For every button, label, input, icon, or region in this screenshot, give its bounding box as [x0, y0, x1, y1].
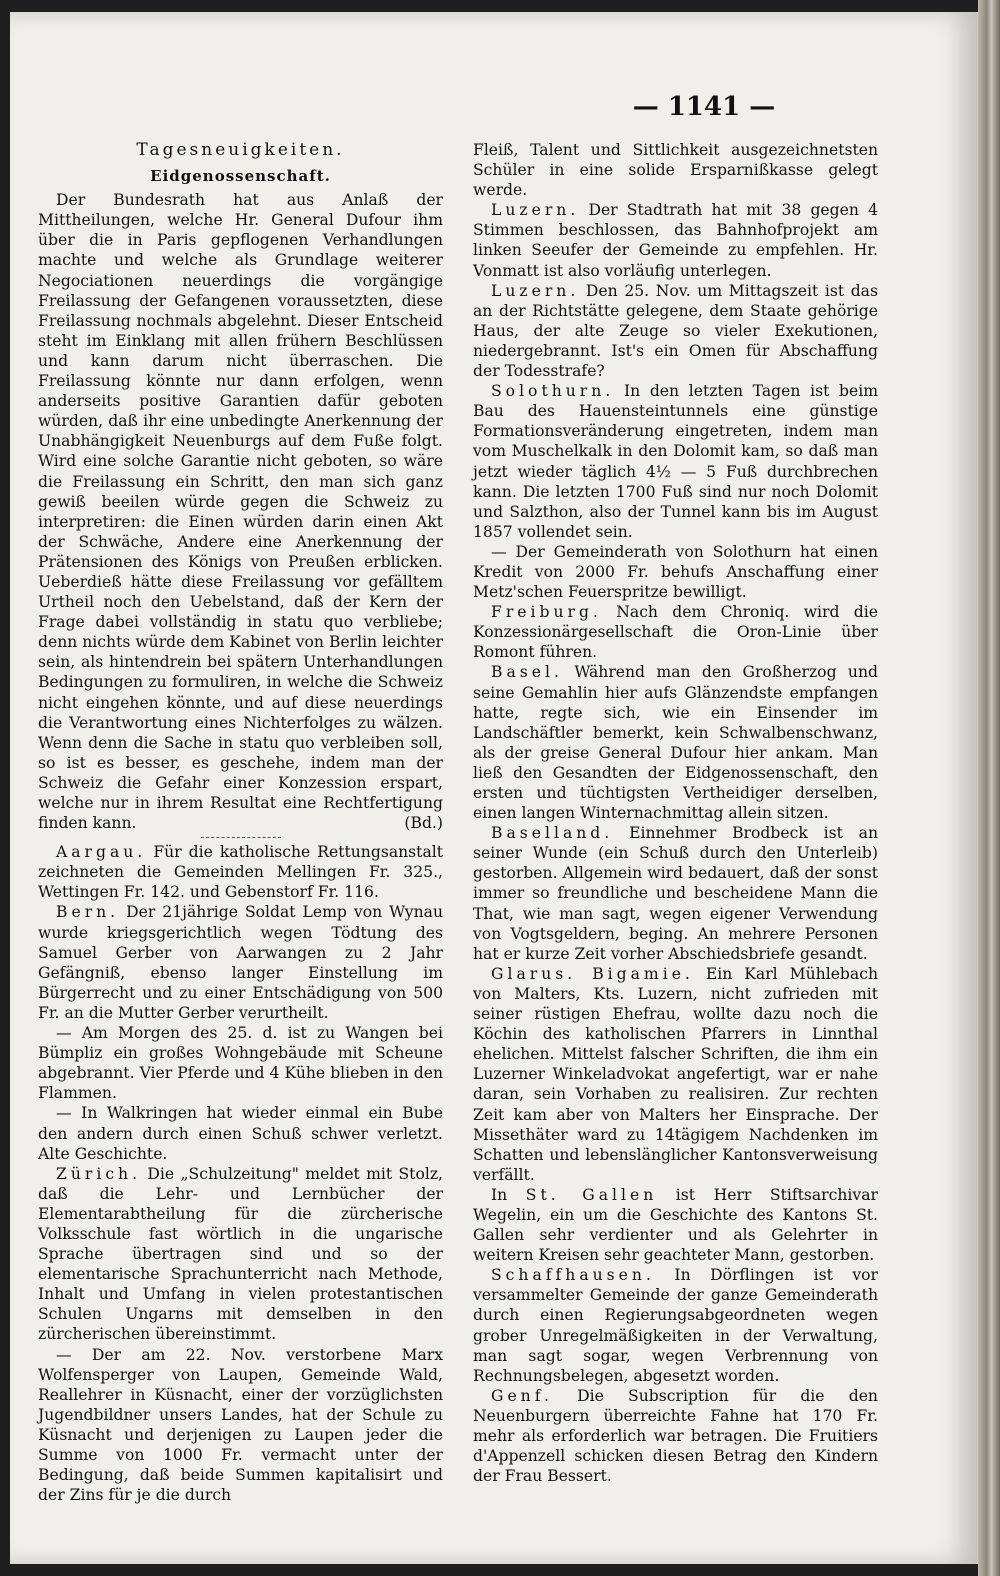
- article-paragraph: [473, 542, 878, 602]
- article-text: Einnehmer Brodbeck ist an seiner Wunde (ein Schuß durch den Unterleib) gestorben. Allgemein wird bedauert, daß der sonst immer so freundliche und bescheidene Mann die That, wie man sagt, wegen eigener Verwendung von Vogtsgeldern, beging. An mehrere Personen hat er kurze Zeit vorher Abschiedsbriefe gesandt.: [473, 824, 878, 963]
- divider: [201, 837, 281, 838]
- article-paragraph: [473, 200, 878, 280]
- left-column: [38, 140, 443, 1505]
- book-edge: [978, 0, 1000, 1576]
- place-name: Solothurn.: [491, 382, 615, 401]
- article-text: Nach dem Chroniq. wird die Konzessionärgesellschaft die Oron-Linie über Romont führen.: [473, 603, 878, 662]
- article-text: Für die katholische Rettungsanstalt zeichneten die Gemeinden Mellingen Fr. 325., Wettingen Fr. 142. und Gebenstorf Fr. 116.: [38, 843, 443, 902]
- right-column: [473, 140, 878, 1486]
- article-paragraph: [38, 1164, 443, 1345]
- article-text: Die „Schulzeitung" meldet mit Stolz, daß die Lehr- und Lernbücher der Elementarabtheilung für die zürcherische Volksschule fast wörtlich in die ungarische Sprache übertragen sind und so der elementarische Sprachunterricht nach Methode, Inhalt und Umfang in vielen protestantischen Schulen Ungarns mit demselben in den zürcherischen übereinstimmt.: [38, 1164, 443, 1344]
- article-text: — In Walkringen hat wieder einmal ein Bube den andern durch einen Schuß schwer verletzt. Alte Geschichte.: [38, 1104, 443, 1163]
- place-name: Luzern.: [491, 281, 580, 300]
- article-paragraph: [473, 1185, 878, 1265]
- article-paragraph: [38, 842, 443, 902]
- article-paragraph: [473, 140, 878, 200]
- place-name: St. Gallen: [525, 1185, 658, 1204]
- page-number: — 1141 —: [632, 92, 776, 122]
- article-text: In Dörflingen ist vor versammelter Gemeinde der ganze Gemeinderath durch einen Regierungsabgeordneten wegen grober Unregelmäßigkeiten in der Verwaltung, man sagt sogar, wegen Verbrennung von Rechnungsbelegen, abgesetzt worden.: [473, 1266, 878, 1385]
- article-text: ist Herr Stiftsarchivar Wegelin, ein um die Geschichte des Kantons St. Gallen sehr verdienter und als Gelehrter in weitern Kreisen sehr geachteter Mann, gestorben.: [473, 1185, 878, 1265]
- article-paragraph: [38, 190, 443, 833]
- article-paragraph: [38, 1103, 443, 1163]
- place-name: Genf.: [491, 1386, 553, 1405]
- place-name: Basel.: [491, 663, 563, 682]
- article-text: Die Subscription für die den Neuenburgern überreichte Fahne hat 170 Fr. mehr als erforderlich war betragen. Die Fruitiers d'Appenzell schicken diesen Betrag den Kindern der Frau Bessert.: [473, 1386, 878, 1486]
- article-text: Der 21jährige Soldat Lemp von Wynau wurde kriegsgerichtlich wegen Tödtung des Samuel Gerber von Aarwangen zu 2 Jahr Gefängniß, ebenso langer Einstellung im Bürgerrecht und zu einer Entschädigung von 500 Fr. an die Mutter Gerber verurtheilt.: [38, 903, 443, 1022]
- article-text: In: [491, 1185, 508, 1204]
- article-paragraph: [473, 381, 878, 542]
- article-text: Fleiß, Talent und Sittlichkeit ausgezeichnetsten Schüler in eine solide Ersparnißkasse gelegt werde.: [473, 141, 878, 200]
- article-paragraph: [473, 964, 878, 1185]
- article-text: Den 25. Nov. um Mittagszeit ist das an der Richtstätte gelegene, dem Staate gehörige Haus, der alte Zeuge so vieler Exekutionen, niedergebrannt. Ist's ein Omen für Abschaffung der Todesstrafe?: [473, 281, 878, 381]
- article-text: — Am Morgen des 25. d. ist zu Wangen bei Bümpliz ein großes Wohngebäude mit Scheune abgebrannt. Vier Pferde und 4 Kühe blieben in den Flammen.: [38, 1024, 443, 1103]
- place-name: Bern.: [56, 903, 120, 922]
- article-text: — Der Gemeinderath von Solothurn hat einen Kredit von 2000 Fr. behufs Anschaffung einer Metz'schen Feuerspritze bewilligt.: [473, 542, 878, 602]
- section-title: Tagesneuigkeiten.: [136, 140, 345, 160]
- article-paragraph: [38, 1023, 443, 1103]
- place-name: Freiburg.: [491, 603, 602, 622]
- article-text: Während man den Großherzog und seine Gemahlin hier aufs Glänzendste empfangen hatte, regte sich, wie ein Einsender im Landschäftler bemerkt, kein Schwalbenschwanz, als der greise General Dufour hier ankam. Man ließ den Gesandten der Eidgenossenschaft, den ersten und tüchtigsten Vertheidiger derselben, einen langen Winternachmittag allein sitzen.: [473, 663, 878, 823]
- article-text: In den letzten Tagen ist beim Bau des Hauensteintunnels eine günstige Formationsveränderung eingetreten, indem man vom Muschelkalk in den Dolomit kam, so daß man jetzt wieder täglich 4½ — 5 Fuß durchbrechen kann. Die letzten 1700 Fuß sind nur noch Dolomit und Salzthon, also der Tunnel kann bis im August 1857 vollendet sein.: [473, 382, 878, 541]
- article-source: (Bd.): [404, 814, 443, 833]
- place-name: Aargau.: [56, 843, 147, 862]
- article-text: Der Bundesrath hat aus Anlaß der Mittheilungen, welche Hr. General Dufour ihm über die in Paris gepflogenen Verhandlungen machte und welche als Grundlage weiterer Negociationen neuerdings die vorgängige Freilassung der Gefangenen voraussetzten, diese Freilassung nochmals abgelehnt. Dieser Entscheid steht im Einklang mit allen frühern Beschlüssen und kann darum nicht überraschen. Die Freilassung könnte nur dann erfolgen, wenn anderseits positive Garantien dafür geboten würden, daß ihr eine unbedingte Anerkennung der Unabhängigkeit Neuenburgs auf dem Fuße folgt. Wird eine solche Garantie nicht geboten, so wäre die Freilassung ein Schritt, den man sich ganz gewiß beeilen würde gegen die Schweiz zu interpretiren: die Einen würden darin einen Akt der Schwäche, Andere eine Anerkennung der Prätensionen des Königs von Preußen erblicken. Ueberdieß hätte diese Freilassung vor gefälltem Urtheil noch den Uebelstand, daß der Kern der Frage dabei vollständig in statu quo verbliebe; denn nichts würde dem Kabinet von Berlin leichter sein, als hintendrein bei spätern Unterhandlungen Bedingungen zu formuliren, in welche die Schweiz nicht eingehen könnte, und auf diese neuerdings die Verantwortung eines Nichterfolges zu wälzen. Wenn denn die Sache in statu quo verbleiben soll, so ist es besser, es geschehe, indem man der Schweiz die Gefahr einer Konzession erspart, welche nur in ihrem Resultat eine Rechtfertigung finden kann.: [38, 191, 443, 833]
- article-paragraph: [473, 662, 878, 823]
- article-paragraph: [473, 1265, 878, 1386]
- article-text: Ein Karl Mühlebach von Malters, Kts. Luzern, nicht zufrieden mit seiner rüstigen Ehefrau, wollte dazu noch die Köchin des katholischen Pfarrers in Linnthal ehelichen. Mittelst falscher Schriften, die ihm ein Luzerner Winkeladvokat angefertigt, war er nahe daran, sein Vorhaben zu realisiren. Zur rechten Zeit kam aber von Malters her Einsprache. Der Missethäter ward zu 14tägigem Nachdenken im Schatten und lebenslänglicher Kantonsverweisung verfällt.: [473, 964, 878, 1184]
- article-text: — Der am 22. Nov. verstorbene Marx Wolfensperger von Laupen, Gemeinde Wald, Reallehrer in Küsnacht, einer der vorzüglichsten Jugendbildner unsers Landes, hat der Schule zu Küsnacht und derjenigen zu Laupen jeder die Summe von 1000 Fr. vermacht unter der Bedingung, daß beide Summen kapitalisirt und der Zins für je die durch: [38, 1345, 443, 1505]
- place-name: Glarus. Bigamie.: [491, 964, 694, 983]
- place-name: Schaffhausen.: [491, 1266, 655, 1285]
- article-paragraph: [38, 902, 443, 1023]
- article-paragraph: [38, 1345, 443, 1506]
- article-paragraph: [473, 602, 878, 662]
- subsection-title: Eidgenossenschaft.: [150, 167, 331, 186]
- place-name: Zürich.: [56, 1164, 142, 1183]
- place-name: Baselland.: [491, 824, 614, 843]
- article-paragraph: [473, 823, 878, 964]
- place-name: Luzern.: [491, 201, 580, 220]
- article-text: Der Stadtrath hat mit 38 gegen 4 Stimmen beschlossen, das Bahnhofprojekt am linken Seeufer der Gemeinde zu empfehlen. Hr. Vonmatt ist also vorläufig unterlegen.: [473, 201, 878, 280]
- article-paragraph: [473, 281, 878, 381]
- article-paragraph: [473, 1386, 878, 1486]
